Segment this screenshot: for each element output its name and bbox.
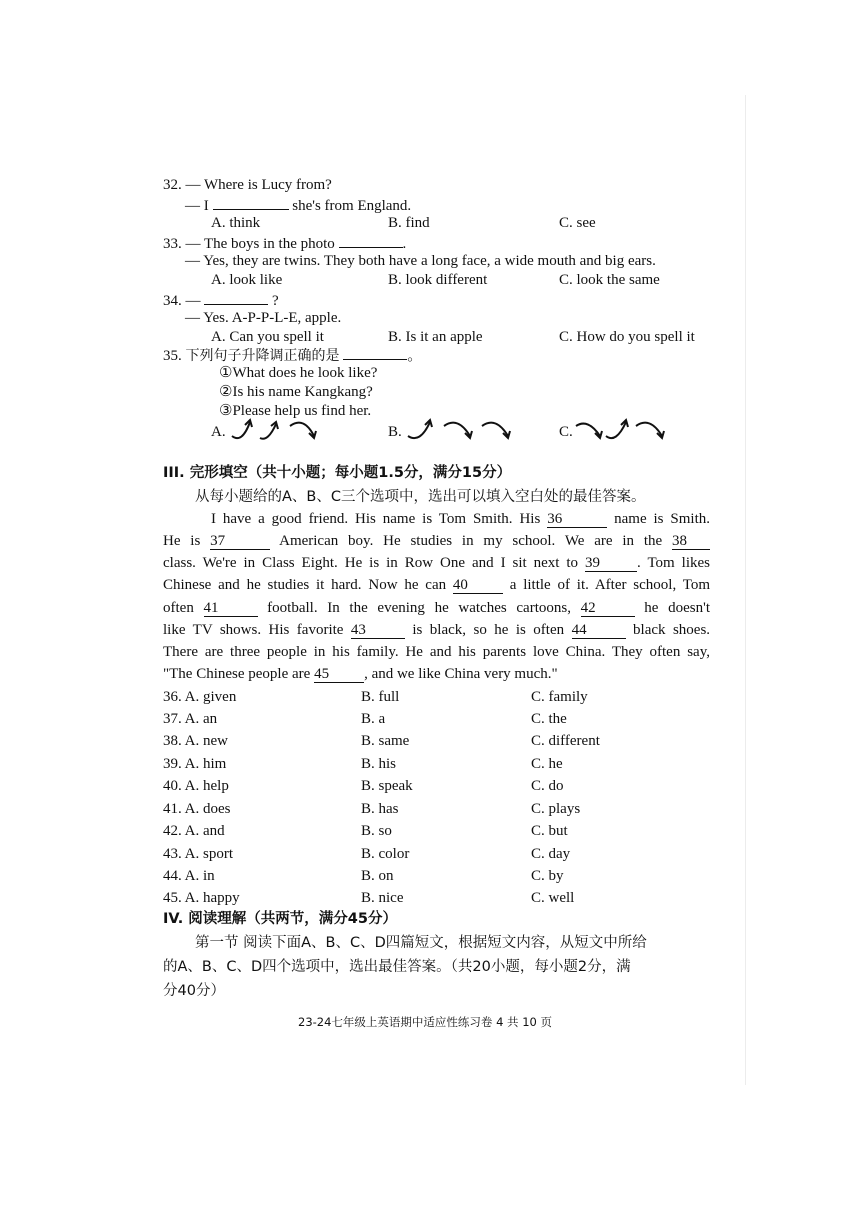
q35-option-c[interactable]: C. xyxy=(559,424,573,440)
q33-reply: — Yes, they are twins. They both have a long face, a wide mouth and big ears. xyxy=(185,253,656,269)
passage-line-5: often 41 football. In the evening he watches cartoons, 42 he doesn't xyxy=(163,600,710,616)
option-39-c[interactable]: C. he xyxy=(531,756,563,772)
blank-43[interactable]: 43 xyxy=(351,622,405,639)
page-footer: 23-24七年级上英语期中适应性练习卷 4 共 10 页 xyxy=(298,1015,552,1029)
passage-line-7: There are three people in his family. He and his parents love China. They often say, xyxy=(163,644,710,660)
answer-blank[interactable] xyxy=(339,233,403,248)
option-43-a[interactable]: 43. A. sport xyxy=(163,846,234,862)
q35-option-a[interactable]: A. xyxy=(211,424,226,440)
q33-option-a[interactable]: A. look like xyxy=(211,272,283,288)
option-40-b[interactable]: B. speak xyxy=(361,778,413,794)
passage-line-8: "The Chinese people are 45 , and we like China very much." xyxy=(163,666,558,682)
rising-tone-arrow-icon xyxy=(260,424,276,439)
q35-sentence-1: ①What does he look like? xyxy=(219,365,378,381)
section-3-title: III. 完形填空（共十小题；每小题1.5分，满分15分） xyxy=(163,465,512,481)
option-40-a[interactable]: 40. A. help xyxy=(163,778,229,794)
blank-41[interactable]: 41 xyxy=(204,600,258,617)
q32-option-c[interactable]: C. see xyxy=(559,215,596,231)
blank-44[interactable]: 44 xyxy=(572,622,626,639)
passage-line-4: Chinese and he studies it hard. Now he can 40 a little of it. After school, Tom xyxy=(163,577,711,593)
option-42-b[interactable]: B. so xyxy=(361,823,392,839)
rising-tone-arrow-icon xyxy=(232,422,250,438)
section-4-instruction-line-2: 的A、B、C、D四个选项中，选出最佳答案。（共20小题，每小题2分，满 xyxy=(163,959,631,975)
section-3-instruction: 从每小题给的A、B、C三个选项中，选出可以填入空白处的最佳答案。 xyxy=(195,489,646,505)
section-4-instruction-line-1: 第一节 阅读下面A、B、C、D四篇短文，根据短文内容，从短文中所给 xyxy=(195,935,647,951)
q35-option-b-tone-arrows xyxy=(404,416,524,446)
q34-option-b[interactable]: B. Is it an apple xyxy=(388,329,483,345)
option-41-a[interactable]: 41. A. does xyxy=(163,801,231,817)
q32-prompt: 32. — Where is Lucy from? xyxy=(163,177,332,193)
q32-option-a[interactable]: A. think xyxy=(211,215,261,231)
q34-prompt: 34. — ? xyxy=(163,290,279,310)
answer-blank[interactable] xyxy=(204,290,268,305)
q35-option-b[interactable]: B. xyxy=(388,424,402,440)
blank-40[interactable]: 40 xyxy=(453,577,503,594)
q32-reply: — I she's from England. xyxy=(185,195,411,215)
passage-line-2: He is 37 American boy. He studies in my school. We are in the 38 xyxy=(163,532,710,550)
blank-45[interactable]: 45 xyxy=(314,666,364,683)
section-4-title: IV. 阅读理解（共两节，满分45分） xyxy=(163,911,397,927)
option-45-c[interactable]: C. well xyxy=(531,890,575,906)
passage-line-3: class. We're in Class Eight. He is in Row One and I sit next to 39 . Tom likes xyxy=(163,555,710,571)
q32-option-b[interactable]: B. find xyxy=(388,215,430,231)
blank-42[interactable]: 42 xyxy=(581,600,635,617)
passage-line-6: like TV shows. His favorite 43 is black, so he is often 44 black shoes. xyxy=(163,622,711,638)
q33-prompt: 33. — The boys in the photo . xyxy=(163,233,406,253)
option-45-a[interactable]: 45. A. happy xyxy=(163,890,240,906)
option-38-b[interactable]: B. same xyxy=(361,733,410,749)
q34-option-a[interactable]: A. Can you spell it xyxy=(211,329,324,345)
option-36-a[interactable]: 36. A. given xyxy=(163,689,237,705)
option-40-c[interactable]: C. do xyxy=(531,778,564,794)
blank-38[interactable]: 38 xyxy=(672,533,710,550)
section-4-instruction-line-3: 分40分） xyxy=(163,983,225,999)
option-37-c[interactable]: C. the xyxy=(531,711,567,727)
blank-39[interactable]: 39 xyxy=(585,555,637,572)
option-44-a[interactable]: 44. A. in xyxy=(163,868,215,884)
q33-option-c[interactable]: C. look the same xyxy=(559,272,660,288)
option-37-b[interactable]: B. a xyxy=(361,711,386,727)
blank-36[interactable]: 36 xyxy=(547,511,607,528)
option-45-b[interactable]: B. nice xyxy=(361,890,404,906)
q34-reply: — Yes. A-P-P-L-E, apple. xyxy=(185,310,342,326)
option-42-a[interactable]: 42. A. and xyxy=(163,823,225,839)
q33-option-b[interactable]: B. look different xyxy=(388,272,488,288)
option-42-c[interactable]: C. but xyxy=(531,823,568,839)
option-36-c[interactable]: C. family xyxy=(531,689,588,705)
option-41-c[interactable]: C. plays xyxy=(531,801,581,817)
answer-blank[interactable] xyxy=(343,345,407,360)
option-44-b[interactable]: B. on xyxy=(361,868,394,884)
q34-option-c[interactable]: C. How do you spell it xyxy=(559,329,695,345)
option-41-b[interactable]: B. has xyxy=(361,801,399,817)
option-39-b[interactable]: B. his xyxy=(361,756,397,772)
page-edge-divider xyxy=(745,95,746,1085)
blank-37[interactable]: 37 xyxy=(210,533,270,550)
option-36-b[interactable]: B. full xyxy=(361,689,400,705)
passage-line-1: I have a good friend. His name is Tom Smith. His 36 name is Smith. xyxy=(211,511,711,527)
q35-sentence-3: ③Please help us find her. xyxy=(219,403,372,419)
answer-blank[interactable] xyxy=(213,195,289,210)
q35-option-c-tone-arrows xyxy=(574,416,684,446)
q35-prompt: 35. 下列句子升降调正确的是 。 xyxy=(163,345,422,365)
option-44-c[interactable]: C. by xyxy=(531,868,564,884)
option-37-a[interactable]: 37. A. an xyxy=(163,711,218,727)
q35-sentence-2: ②Is his name Kangkang? xyxy=(219,384,373,400)
option-43-b[interactable]: B. color xyxy=(361,846,410,862)
option-43-c[interactable]: C. day xyxy=(531,846,571,862)
option-38-a[interactable]: 38. A. new xyxy=(163,733,228,749)
q35-option-a-tone-arrows xyxy=(228,416,338,446)
option-38-c[interactable]: C. different xyxy=(531,733,600,749)
rising-tone-arrow-icon xyxy=(606,422,626,438)
option-39-a[interactable]: 39. A. him xyxy=(163,756,227,772)
